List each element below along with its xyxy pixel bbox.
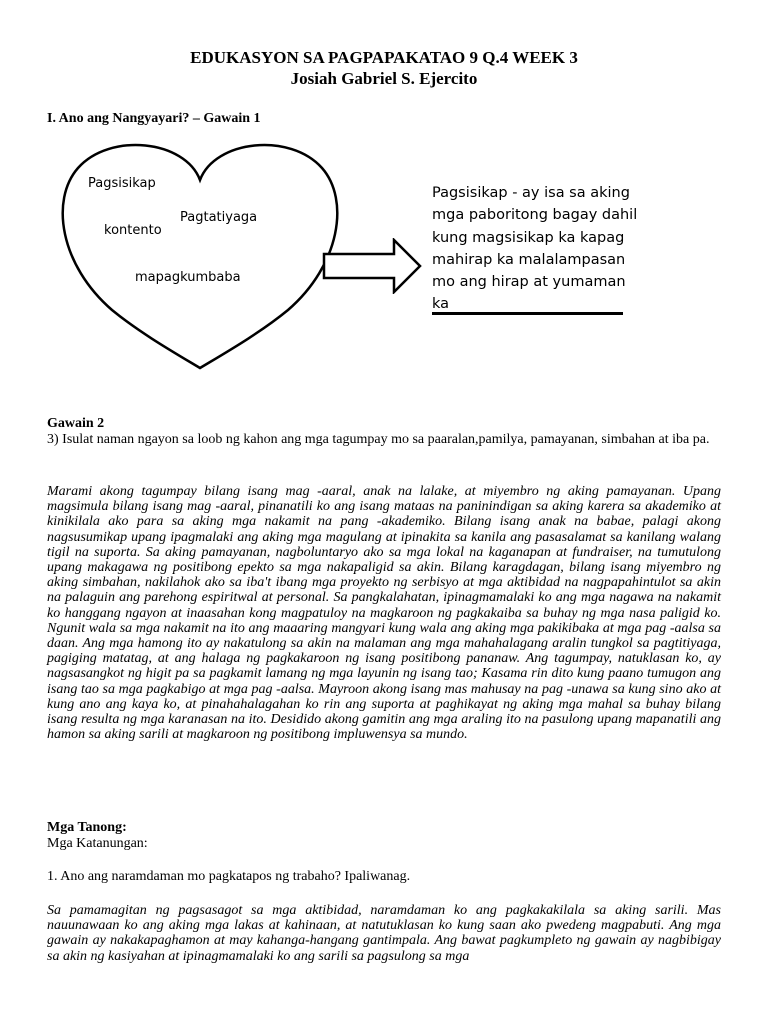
author-name: Josiah Gabriel S. Ejercito [290,69,478,88]
heart-word-pagtatiyaga: Pagtatiyaga [180,210,258,225]
question-1: 1. Ano ang naramdaman mo pagkatapos ng trabaho? Ipaliwanag. [47,869,411,884]
answer-1: Sa pamamagitan ng pagsasagot sa mga aktibidad, naramdaman ko ang pagkakakilala sa aking sarili. Mas nauunawaan ko ang aking mga lakas at kahinaan, at natutuklasan ko kung saan ako pwedeng magpabuti. Ang mga gawain ay nakakapaghamon at may kahanga-hangang gantimpala. Ang bawat pagkumpleto ng gawain ay nagbibigay sa akin ng kasiyahan at ipinagmamalaki ko ang sarili sa pagsulong sa mga [47,903,721,964]
heart-word-mapagkumbaba: mapagkumbaba [135,270,241,285]
section-heading-gawain-1: I. Ano ang Nangyayari? – Gawain 1 [47,111,261,126]
questions-heading: Mga Tanong: [47,820,127,835]
section-heading-gawain-2: Gawain 2 [47,416,105,431]
heart-word-kontento: kontento [104,223,162,238]
heart-diagram [60,140,340,370]
questions-subheading: Mga Katanungan: [47,836,148,851]
document-title: EDUKASYON SA PAGPAPAKATAO 9 Q.4 WEEK 3 [190,48,578,67]
reflection-underline [432,312,623,315]
reflection-text: Pagsisikap - ay isa sa aking mga paboritong bagay dahil kung magsisikap ka kapag mahirap ka malalampasan mo ang hirap at yumaman ka [432,185,638,313]
heart-word-pagsisikap: Pagsisikap [88,176,156,191]
gawain-2-instruction: 3) Isulat naman ngayon sa loob ng kahon ang mga tagumpay mo sa paaralan,pamilya, pamayanan, simbahan at iba pa. [47,432,710,447]
right-arrow-icon [322,238,422,294]
heart-shape [60,140,340,370]
gawain-2-answer: Marami akong tagumpay bilang isang mag -aaral, anak na lalake, at miyembro ng aking pamayanan. Upang magsimula bilang isang mag -aaral, pinanatili ko ang isang mataas na paninindigan sa aking karera sa akademiko at kinikilala ako para sa aking mga nakamit na pang -akademiko. Bilang isang anak na babae, palagi akong nagsusumikap upang ipagmalaki ang aking mga magulang at ipinakita sa kanila ang pasasalamat sa kanilang walang tigil na suporta. Sa aking pamayanan, nagboluntaryo ako sa mga lokal na kaganapan at fundraiser, na tumutulong upang makagawa ng positibong epekto sa mga nakapaligid sa akin. Bilang karagdagan, bilang isang miyembro ng aking simbahan, nakilahok ako sa iba't ibang mga proyekto ng serbisyo at mga aktibidad na nagpapahintulot sa akin na palaguin ang parehong espiritwal at personal. Sa pangkalahatan, ipinagmamalaki ko ang mga nagawa na nakamit ko hanggang ngayon at inaasahan kong magpatuloy na magkaroon ng pagkakaiba sa buhay ng mga nasa paligid ko. Ngunit wala sa mga nakamit na ito ang maaaring mangyari kung wala ang aking mga pakikibaka at mga pag -aalsa sa daan. Ang mga hamong ito ay nakatulong sa akin na malaman ang mga mahahalagang aralin tungkol sa pagtitiyaga, pagiging matatag, at ang halaga ng pagkakaroon ng isang positibong pananaw. Ang tagumpay, natuklasan ko, ay nagsasangkot ng higit pa sa pagkamit lamang ng mga layunin ng isang tao; Kasama rin dito kung paano tumugon ang isang tao sa mga pagkabigo at mga pag -aalsa. Mayroon akong isang mas mahusay na pag -unawa sa kung sino ako at kung ano ang kaya ko, at pinahahalagahan ko rin ang suporta at paghikayat ng aking mga mahal sa buhay bilang isang resulta ng mga karanasan na ito. Desidido akong gamitin ang mga araling ito na pasulong upang mapanatili ang hamon sa aking sarili at magkaroon ng positibong impluwensya sa mundo. [47,484,721,743]
